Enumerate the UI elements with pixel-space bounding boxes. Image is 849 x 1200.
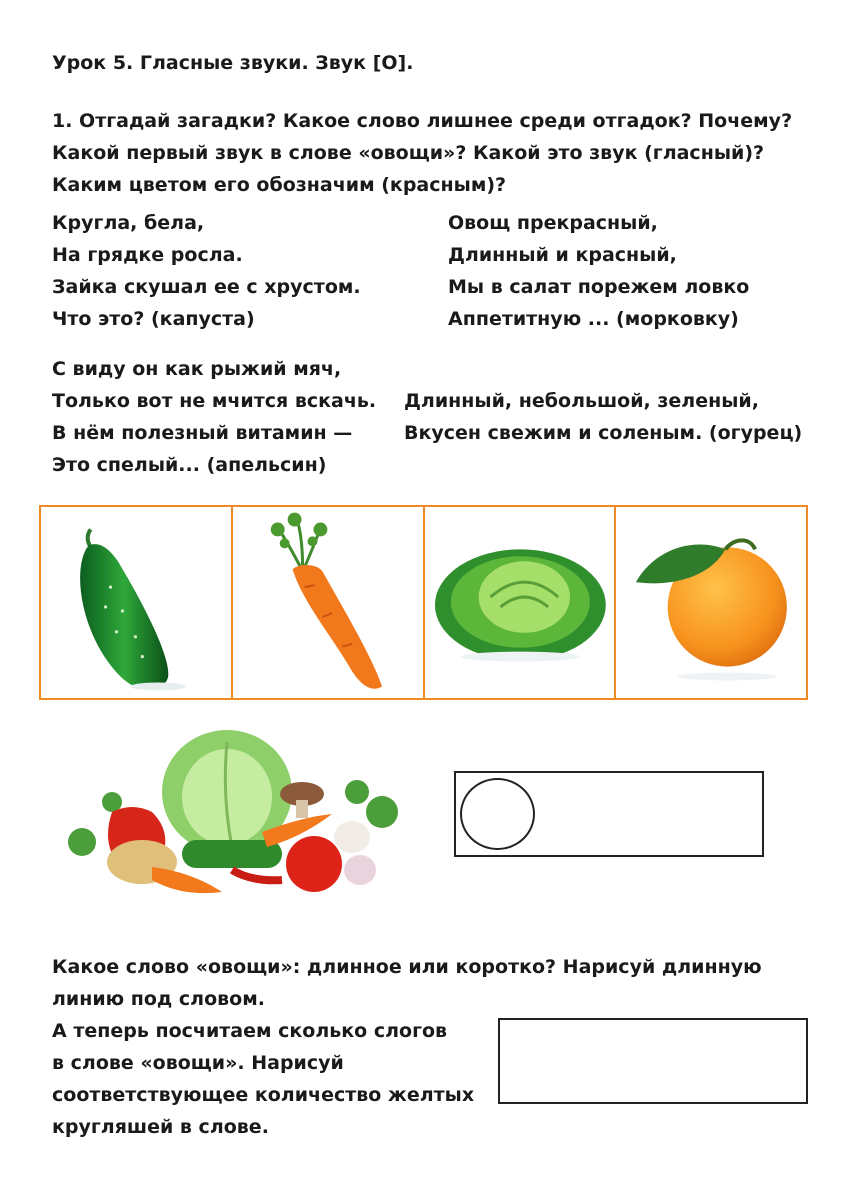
- riddle-carrot-line: Длинный и красный,: [448, 244, 677, 266]
- task2-line: соответствующее количество желтых: [52, 1084, 475, 1106]
- riddle-cabbage-line: Что это? (капуста): [52, 308, 255, 330]
- cucumber-image: [41, 507, 231, 698]
- orange-cell[interactable]: [616, 507, 806, 698]
- riddle-carrot-line: Овощ прекрасный,: [448, 212, 658, 234]
- riddle-orange-line: Это спелый... (апельсин): [52, 454, 327, 476]
- task1-line: Какой первый звук в слове «овощи»? Какой это звук (гласный)?: [52, 142, 765, 164]
- word-scheme-box[interactable]: [454, 771, 764, 857]
- orange-image: [616, 507, 806, 698]
- cabbage-image: [425, 507, 615, 698]
- sound-circle[interactable]: [460, 778, 535, 850]
- riddle-carrot-line: Аппетитную ... (морковку): [448, 308, 739, 330]
- task2-line: кругляшей в слове.: [52, 1116, 269, 1138]
- task1-line: Каким цветом его обозначим (красным)?: [52, 174, 507, 196]
- task1-line: 1. Отгадай загадки? Какое слово лишнее среди отгадок? Почему?: [52, 110, 793, 132]
- riddle-cucumber-line: Вкусен свежим и соленым. (огурец): [404, 422, 803, 444]
- riddle-cabbage-line: Зайка скушал ее с хрустом.: [52, 276, 361, 298]
- cucumber-cell[interactable]: [41, 507, 233, 698]
- riddle-orange-line: С виду он как рыжий мяч,: [52, 358, 342, 380]
- task2-line: линию под словом.: [52, 988, 265, 1010]
- cabbage-cell[interactable]: [425, 507, 617, 698]
- riddle-cucumber-line: Длинный, небольшой, зеленый,: [404, 390, 759, 412]
- riddle-orange-line: Только вот не мчится вскачь.: [52, 390, 377, 412]
- carrot-cell[interactable]: [233, 507, 425, 698]
- vegetables-illustration: [52, 722, 422, 907]
- task2-line: Какое слово «овощи»: длинное или коротко? Нарисуй длинную: [52, 956, 762, 978]
- page-title: Урок 5. Гласные звуки. Звук [О].: [52, 52, 414, 74]
- carrot-image: [233, 507, 423, 698]
- riddle-cabbage-line: Кругла, бела,: [52, 212, 205, 234]
- syllables-box[interactable]: [498, 1018, 808, 1104]
- task2-line: в слове «овощи». Нарисуй: [52, 1052, 344, 1074]
- answer-pictures-grid: [39, 505, 808, 700]
- riddle-carrot-line: Мы в салат порежем ловко: [448, 276, 750, 298]
- riddle-orange-line: В нём полезный витамин —: [52, 422, 353, 444]
- riddle-cabbage-line: На грядке росла.: [52, 244, 243, 266]
- task2-line: А теперь посчитаем сколько слогов: [52, 1020, 448, 1042]
